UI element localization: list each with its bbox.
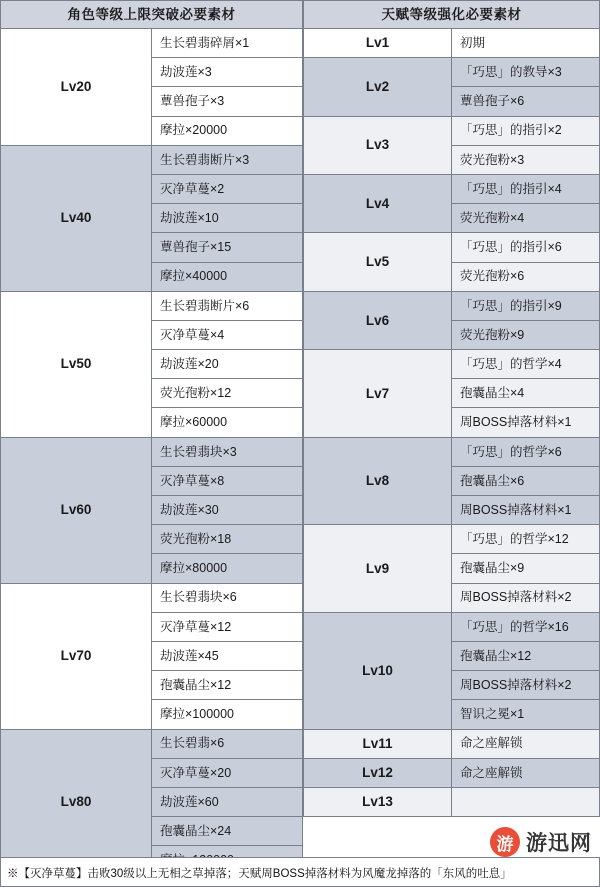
talent-level-cell: Lv5 <box>304 233 452 291</box>
table-row <box>304 729 600 758</box>
talent-material-cell: 孢囊晶尘×9 <box>452 554 600 583</box>
ascension-material-cell: 灭净草蔓×12 <box>152 612 303 641</box>
table-row <box>304 437 600 466</box>
ascension-material-cell: 灭净草蔓×8 <box>152 466 303 495</box>
table-row <box>304 174 600 203</box>
watermark-badge-icon: 游 <box>490 827 520 857</box>
talent-material-cell: 初期 <box>452 29 600 58</box>
ascension-material-cell: 孢囊晶尘×24 <box>152 817 303 846</box>
ascension-material-cell: 生长碧翡×6 <box>152 729 303 758</box>
ascension-material-cell: 生长碧翡块×3 <box>152 437 303 466</box>
talent-material-cell: 周BOSS掉落材料×1 <box>452 496 600 525</box>
table-row <box>304 291 600 320</box>
talent-material-cell: 周BOSS掉落材料×2 <box>452 671 600 700</box>
talent-material-cell: 「巧思」的哲学×4 <box>452 350 600 379</box>
talent-material-cell: 「巧思」的哲学×6 <box>452 437 600 466</box>
table-row <box>304 758 600 787</box>
talent-material-cell: 荧光孢粉×9 <box>452 320 600 349</box>
talent-material-cell: 「巧思」的哲学×16 <box>452 612 600 641</box>
ascension-material-cell: 劫波莲×60 <box>152 787 303 816</box>
talent-material-cell: 孢囊晶尘×4 <box>452 379 600 408</box>
table-row <box>304 787 600 816</box>
ascension-level-cell: Lv20 <box>1 29 152 146</box>
ascension-level-cell: Lv60 <box>1 437 152 583</box>
table-row <box>304 29 600 58</box>
talent-table <box>303 0 600 817</box>
table-row <box>304 525 600 554</box>
talent-material-cell: 周BOSS掉落材料×2 <box>452 583 600 612</box>
talent-material-cell <box>452 787 600 816</box>
talent-level-cell: Lv2 <box>304 58 452 116</box>
talent-material-cell: 命之座解锁 <box>452 729 600 758</box>
ascension-material-cell: 摩拉×40000 <box>152 262 303 291</box>
ascension-material-cell: 荧光孢粉×12 <box>152 379 303 408</box>
ascension-material-cell: 摩拉×80000 <box>152 554 303 583</box>
ascension-material-cell: 劫波莲×30 <box>152 496 303 525</box>
talent-table-wrapper <box>303 0 600 875</box>
table-row <box>1 583 303 612</box>
talent-material-cell: 蕈兽孢子×6 <box>452 87 600 116</box>
table-row <box>304 612 600 641</box>
table-row <box>1 29 303 58</box>
talent-material-cell: 「巧思」的指引×9 <box>452 291 600 320</box>
watermark-text: 游迅网 <box>526 832 592 855</box>
talent-level-cell: Lv8 <box>304 437 452 525</box>
talent-material-cell: 「巧思」的指引×4 <box>452 174 600 203</box>
talent-material-cell: 「巧思」的教导×3 <box>452 58 600 87</box>
watermark <box>490 827 592 857</box>
ascension-table-wrapper <box>0 0 303 875</box>
talent-level-cell: Lv9 <box>304 525 452 613</box>
talent-level-cell: Lv12 <box>304 758 452 787</box>
ascension-level-cell: Lv80 <box>1 729 152 875</box>
ascension-level-cell: Lv70 <box>1 583 152 729</box>
ascension-table <box>0 0 303 875</box>
talent-level-cell: Lv13 <box>304 787 452 816</box>
talent-material-cell: 「巧思」的指引×2 <box>452 116 600 145</box>
ascension-material-cell: 荧光孢粉×18 <box>152 525 303 554</box>
ascension-material-cell: 生长碧翡断片×6 <box>152 291 303 320</box>
ascension-table-header: 角色等级上限突破必要素材 <box>1 1 303 29</box>
talent-material-cell: 孢囊晶尘×12 <box>452 641 600 670</box>
ascension-material-cell: 生长碧翡碎屑×1 <box>152 29 303 58</box>
ascension-material-cell: 灭净草蔓×20 <box>152 758 303 787</box>
ascension-material-cell: 蕈兽孢子×15 <box>152 233 303 262</box>
talent-level-cell: Lv3 <box>304 116 452 174</box>
table-row <box>1 291 303 320</box>
ascension-material-cell: 孢囊晶尘×12 <box>152 671 303 700</box>
ascension-material-cell: 生长碧翡块×6 <box>152 583 303 612</box>
talent-level-cell: Lv6 <box>304 291 452 349</box>
talent-level-cell: Lv4 <box>304 174 452 232</box>
table-row <box>1 437 303 466</box>
table-row <box>304 116 600 145</box>
talent-level-cell: Lv10 <box>304 612 452 729</box>
talent-material-cell: 孢囊晶尘×6 <box>452 466 600 495</box>
talent-material-cell: 智识之冕×1 <box>452 700 600 729</box>
table-row <box>1 145 303 174</box>
ascension-level-cell: Lv40 <box>1 145 152 291</box>
table-row <box>304 233 600 262</box>
talent-table-header: 天赋等级强化必要素材 <box>304 1 600 29</box>
ascension-material-cell: 摩拉×100000 <box>152 700 303 729</box>
talent-level-cell: Lv1 <box>304 29 452 58</box>
talent-material-cell: 荧光孢粉×6 <box>452 262 600 291</box>
ascension-material-cell: 劫波莲×45 <box>152 641 303 670</box>
ascension-material-cell: 灭净草蔓×4 <box>152 320 303 349</box>
ascension-material-cell: 劫波莲×10 <box>152 204 303 233</box>
ascension-level-cell: Lv50 <box>1 291 152 437</box>
ascension-material-cell: 蕈兽孢子×3 <box>152 87 303 116</box>
talent-material-cell: 周BOSS掉落材料×1 <box>452 408 600 437</box>
ascension-material-cell: 摩拉×60000 <box>152 408 303 437</box>
talent-level-cell: Lv7 <box>304 350 452 438</box>
table-row <box>304 350 600 379</box>
talent-material-cell: 命之座解锁 <box>452 758 600 787</box>
talent-material-cell: 「巧思」的指引×6 <box>452 233 600 262</box>
ascension-material-cell: 摩拉×20000 <box>152 116 303 145</box>
ascension-material-cell: 灭净草蔓×2 <box>152 174 303 203</box>
talent-material-cell: 荧光孢粉×4 <box>452 204 600 233</box>
footnote: ※【灭净草蔓】击败30级以上无相之草掉落；天赋周BOSS掉落材料为风魔龙掉落的「东风的吐息」 <box>0 857 600 887</box>
ascension-material-cell: 劫波莲×3 <box>152 58 303 87</box>
talent-material-cell: 荧光孢粉×3 <box>452 145 600 174</box>
talent-material-cell: 「巧思」的哲学×12 <box>452 525 600 554</box>
ascension-material-cell: 劫波莲×20 <box>152 350 303 379</box>
ascension-material-cell: 生长碧翡断片×3 <box>152 145 303 174</box>
talent-level-cell: Lv11 <box>304 729 452 758</box>
table-row <box>304 58 600 87</box>
table-row <box>1 729 303 758</box>
